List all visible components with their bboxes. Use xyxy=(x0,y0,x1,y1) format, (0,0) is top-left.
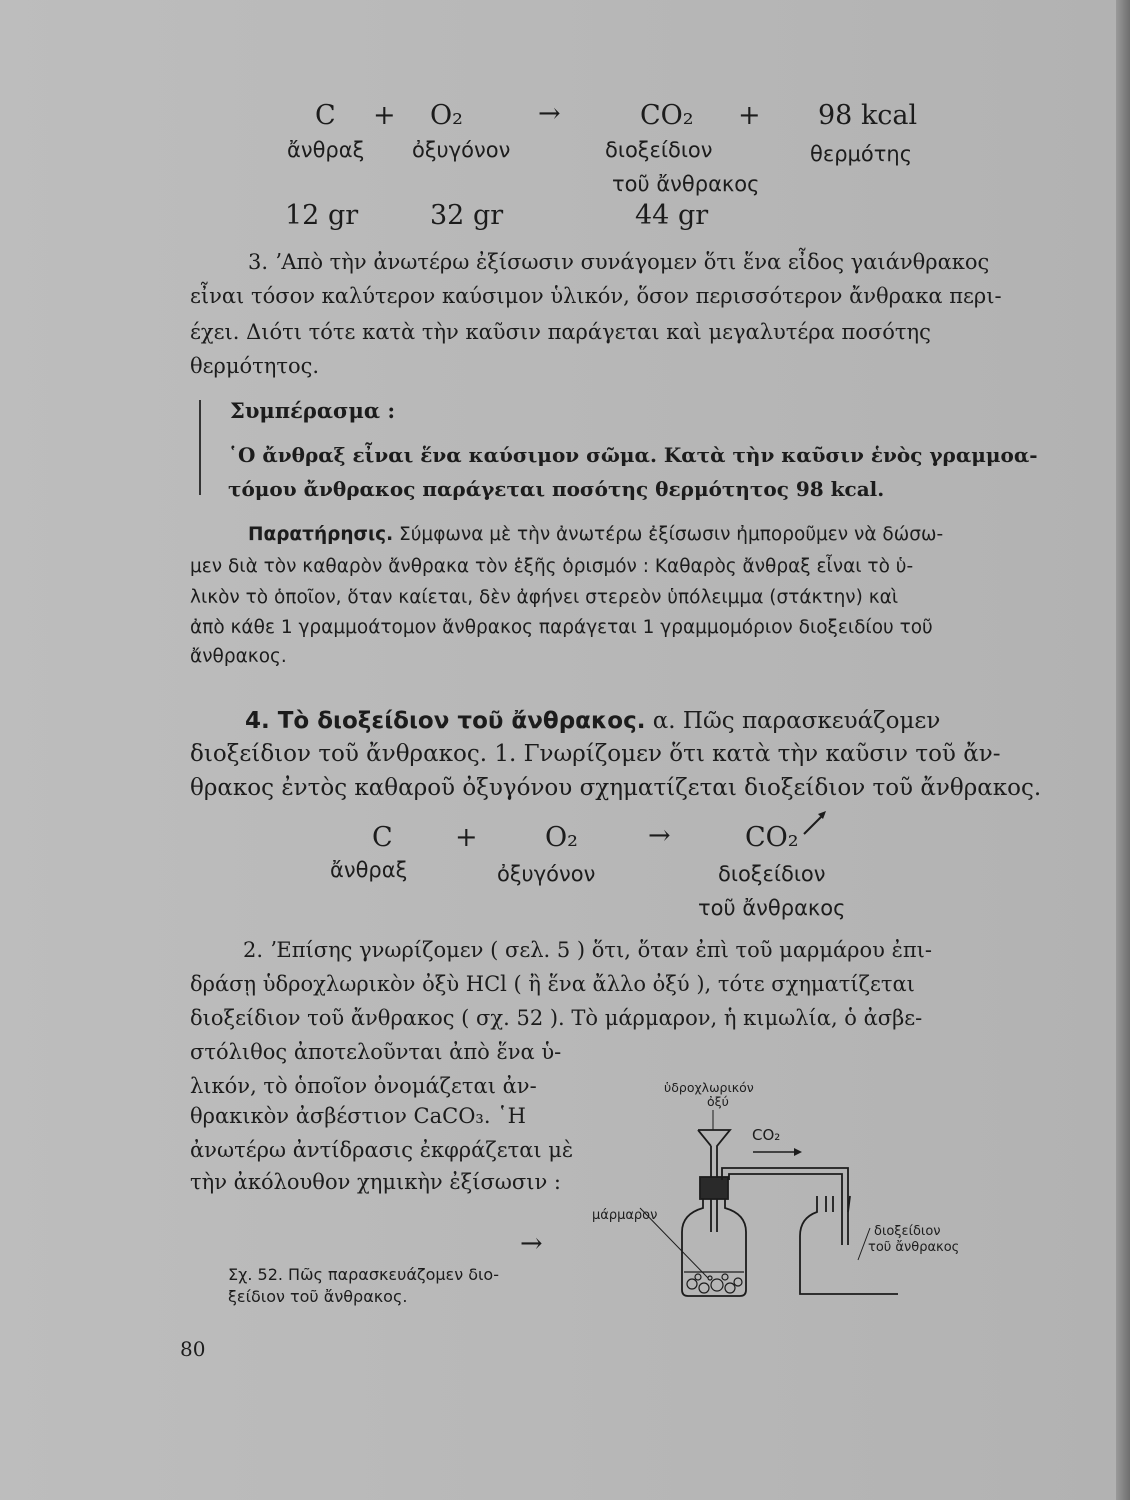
label-carbon-dioxide-1: διοξείδιον xyxy=(874,1224,941,1239)
eq1-energy: 98 kcal xyxy=(818,100,918,131)
eq1-c: C xyxy=(315,100,336,131)
eq2-c-name: ἄνθραξ xyxy=(330,858,408,882)
eq1-arrow: → xyxy=(538,98,561,129)
eq1-energy-name: θερμότης xyxy=(810,142,913,166)
p2-line-7: ἀνωτέρω ἀντίδρασις ἐκφράζεται μὲ xyxy=(190,1138,574,1162)
eq2-plus: + xyxy=(455,822,478,853)
delivery-tube xyxy=(722,1168,848,1245)
conclusion-line-2: τόμου ἄνθρακος παράγεται ποσότης θερμότητος 98 kcal. xyxy=(228,477,885,501)
eq3-arrow: → xyxy=(520,1228,543,1259)
observation-line-3: λικὸν τὸ ὁποῖον, ὅταν καίεται, δὲν ἀφήνει στερεὸν ὑπόλειμμα (στάκτην) καὶ xyxy=(190,587,899,608)
jar-neck xyxy=(826,1196,833,1212)
p3-line-2: εἶναι τόσον καλύτερον καύσιμον ὑλικόν, ὅσον περισσότερον ἄνθρακα περι- xyxy=(190,284,1002,308)
section-4-subheading: α. Πῶς παρασκευάζομεν xyxy=(645,708,941,734)
conclusion-line-1: ῾Ο ἄνθραξ εἶναι ἕνα καύσιμον σῶμα. Κατὰ τὴν καῦσιν ἑνὸς γραμμοα- xyxy=(228,443,1038,467)
p3-line-4: θερμότητος. xyxy=(190,354,320,378)
label-hydrochloric-acid-1: ὑδροχλωρικόν xyxy=(664,1080,754,1095)
eq1-c-name: ἄνθραξ xyxy=(287,138,365,162)
p2-line-3: διοξείδιον τοῦ ἄνθρακος ( σχ. 52 ). Τὸ μάρμαρον, ἡ κιμωλία, ὁ ἀσβε- xyxy=(190,1006,923,1030)
eq1-co2-name-1: διοξείδιον xyxy=(605,138,713,162)
label-hydrochloric-acid-2: ὀξύ xyxy=(707,1094,729,1109)
label-marble: μάρμαρον xyxy=(592,1208,658,1223)
p2-line-4: στόλιθος ἀποτελοῦνται ἀπὸ ἕνα ὑ- xyxy=(190,1040,562,1064)
eq2-co2-name-2: τοῦ ἄνθρακος xyxy=(698,896,846,920)
p2-line-5: λικόν, τὸ ὁποῖον ὀνομάζεται ἀν- xyxy=(190,1074,537,1098)
eq1-o2: O₂ xyxy=(430,100,463,131)
eq1-o2-mass: 32 gr xyxy=(430,200,504,231)
page-number: 80 xyxy=(180,1337,206,1361)
observation-line-4: ἀπὸ κάθε 1 γραμμοάτομον ἄνθρακος παράγεται 1 γραμμομόριον διοξειδίου τοῦ xyxy=(190,617,933,638)
eq1-plus2: + xyxy=(738,100,761,131)
label-co2-flow: CO₂ xyxy=(752,1126,781,1144)
eq1-o2-name: ὀξυγόνον xyxy=(412,138,511,162)
caption-line-2: ξείδιον τοῦ ἄνθρακος. xyxy=(228,1287,408,1306)
observation-line-1: Σύμφωνα μὲ τὴν ἀνωτέρω ἐξίσωσιν ἠμποροῦμεν νὰ δώσω- xyxy=(393,524,944,545)
conclusion-margin-bar xyxy=(199,400,201,495)
apparatus-drawing xyxy=(580,1100,900,1300)
eq2-escape-arrow-icon xyxy=(800,808,830,838)
p3-line-1: 3. ʼΑπὸ τὴν ἀνωτέρω ἐξίσωσιν συνάγομεν ὅτι ἕνα εἶδος γαιάνθρακος xyxy=(248,250,990,274)
p2-line-8: τὴν ἀκόλουθον χημικὴν ἐξίσωσιν : xyxy=(190,1170,561,1194)
eq2-co2-name-1: διοξείδιον xyxy=(718,862,826,886)
conclusion-title: Συμπέρασμα : xyxy=(230,398,396,423)
section-4-line-1: διοξείδιον τοῦ ἄνθρακος. 1. Γνωρίζομεν ὅτι κατὰ τὴν καῦσιν τοῦ ἄν- xyxy=(190,741,1001,767)
section-4-line-2: θρακος ἐντὸς καθαροῦ ὀξυγόνου σχηματίζεται διοξείδιον τοῦ ἄνθρακος. xyxy=(190,775,1042,801)
eq1-c-mass: 12 gr xyxy=(285,200,359,231)
eq2-o2: O₂ xyxy=(545,822,578,853)
p2-line-6: θρακικὸν ἀσβέστιον CaCO₃. ῾Η xyxy=(190,1104,526,1128)
section-4-heading: 4. Τὸ διοξείδιον τοῦ ἄνθρακος. xyxy=(245,708,646,734)
eq1-co2-name-2: τοῦ ἄνθρακος xyxy=(612,172,760,196)
observation-line-5: ἄνθρακος. xyxy=(190,646,287,667)
observation-label: Παρατήρησις. xyxy=(248,524,394,545)
caption-line-1: Σχ. 52. Πῶς παρασκευάζομεν διο- xyxy=(228,1265,499,1284)
p2-line-2: δράσῃ ὑδροχλωρικὸν ὀξὺ HCl ( ἢ ἕνα ἄλλο ὀξύ ), τότε σχηματίζεται xyxy=(190,972,915,996)
observation-line-2: μεν διὰ τὸν καθαρὸν ἄνθρακα τὸν ἑξῆς ὁρισμόν : Καθαρὸς ἄνθραξ εἶναι τὸ ὑ- xyxy=(190,556,914,577)
eq1-co2-mass: 44 gr xyxy=(635,200,709,231)
collecting-jar xyxy=(800,1196,898,1294)
page-edge-shadow xyxy=(1116,0,1130,1500)
p3-line-3: έχει. Διότι τότε κατὰ τὴν καῦσιν παράγεται καὶ μεγαλυτέρα ποσότης xyxy=(190,320,931,344)
eq2-arrow: → xyxy=(648,820,671,851)
rubber-stopper xyxy=(700,1177,728,1199)
generating-flask xyxy=(682,1199,746,1296)
eq1-plus: + xyxy=(373,100,396,131)
eq1-co2: CO₂ xyxy=(640,100,694,131)
label-carbon-dioxide-2: τοῦ ἄνθρακος xyxy=(868,1240,960,1255)
marble-pieces xyxy=(684,1272,744,1293)
eq2-o2-name: ὀξυγόνον xyxy=(497,862,596,886)
eq2-c: C xyxy=(372,822,393,853)
eq2-co2: CO₂ xyxy=(745,822,799,853)
marble-leader xyxy=(640,1208,708,1278)
p2-line-1: 2. ʼΕπίσης γνωρίζομεν ( σελ. 5 ) ὅτι, ὅταν ἐπὶ τοῦ μαρμάρου ἐπι- xyxy=(243,938,933,962)
